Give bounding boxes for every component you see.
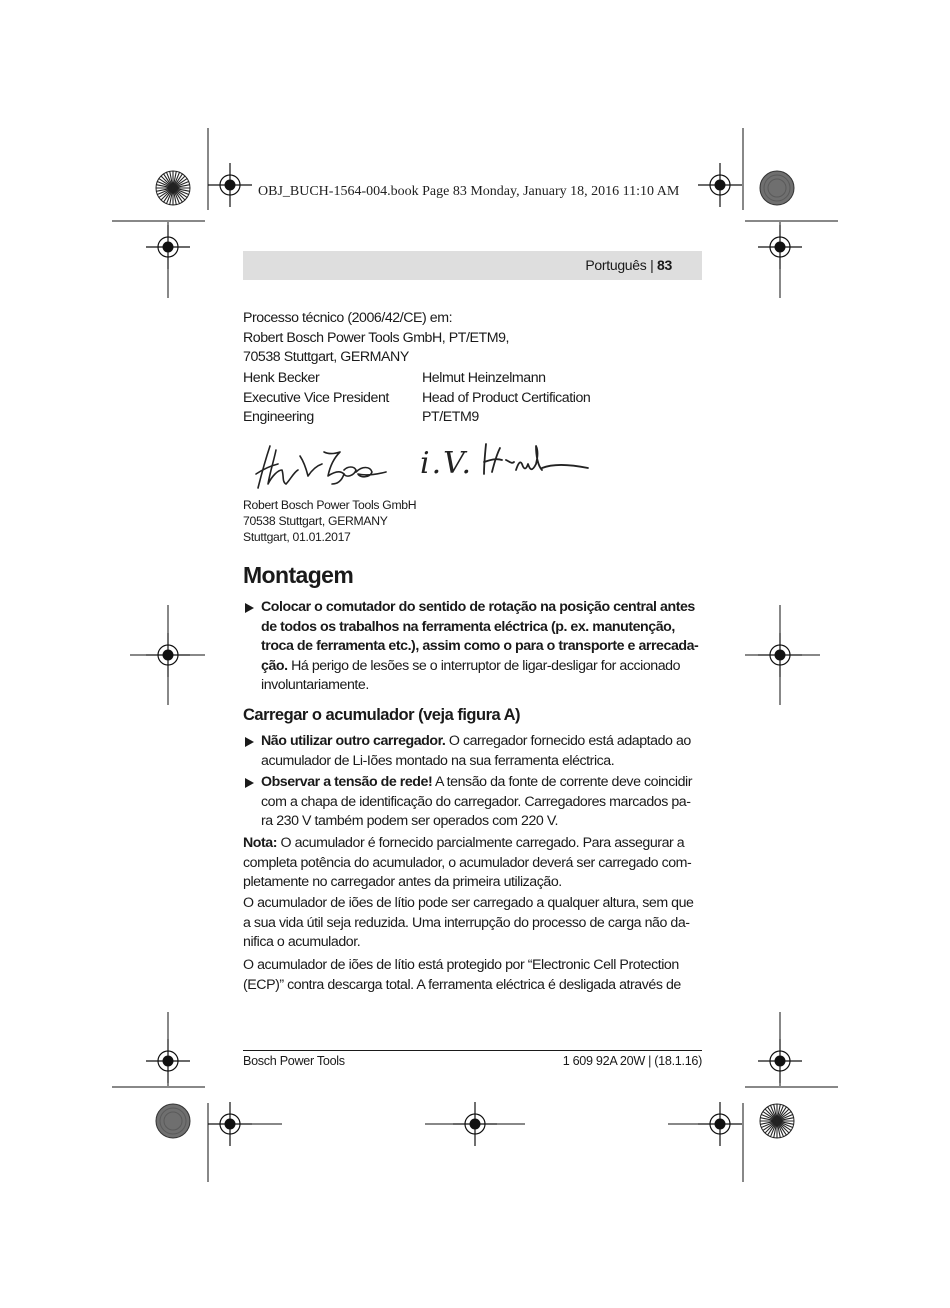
text-line: nifica o acumulador. [243,934,361,950]
text-line: (ECP)” contra descarga total. A ferramenta eléctrica é desligada através de [243,976,681,993]
section-title-montagem: Montagem [243,562,354,588]
bullet-triangle-icon [245,778,254,788]
bold-tail: ção. [261,657,288,674]
bold-line: Colocar o comutador do sentido de rotação na posição central antes [261,599,695,615]
note-paragraph [243,834,703,893]
bullet-text [261,598,703,696]
footer-rule [243,1050,702,1051]
text-line: a sua vida útil seja reduzida. Uma interrupção do processo de carga não da- [243,914,690,931]
header-separator: | [646,257,658,273]
address-line: Processo técnico (2006/42/CE) em: [243,310,453,326]
bold-lead: Observar a tensão de rede! [261,774,433,790]
text-line: O acumulador de iões de lítio está protegido por “Electronic Cell Protection [243,957,679,973]
signature-helmut-heinzelmann [478,440,593,480]
company-line: Robert Bosch Power Tools GmbH [243,498,417,512]
technical-file-address [243,309,509,368]
text-line: O acumulador de iões de lítio pode ser carregado a qualquer altura, sem que [243,895,694,911]
company-address [243,497,416,545]
page-header [243,251,702,280]
normal-tail: Há perigo de lesões se o interruptor de ligar-desligar for accionado [287,657,681,674]
book-trim-info: OBJ_BUCH-1564-004.book Page 83 Monday, January 18, 2016 11:10 AM [258,184,680,199]
bullet-triangle-icon [245,603,254,613]
bullet-text [261,773,703,832]
company-line: Stuttgart, 01.01.2017 [243,530,351,544]
signatory-name: Henk Becker [243,370,320,386]
normal-line: involuntariamente. [261,677,369,693]
header-language-page [585,257,672,273]
signatory-right [422,369,590,428]
paragraph-ecp [243,956,703,995]
text-span: O carregador fornecido está adaptado ao [445,733,691,749]
bullet-triangle-icon [245,737,254,747]
subsection-title-carregar: Carregar o acumulador (veja figura A) [243,706,521,724]
signatory-left [243,369,389,428]
footer-doc-number: 1 609 92A 20W | (18.1.16) [562,1054,702,1068]
signature-prefix: i.V. [420,446,474,481]
warning-bullet-charger [243,732,703,771]
footer-brand: Bosch Power Tools [243,1054,345,1068]
signature-henk-becker [248,436,388,494]
warning-bullet-rotation-switch [243,598,703,696]
signatory-title: Head of Product Certification [422,389,591,406]
paragraph-charging-anytime [243,894,703,953]
company-line: 70538 Stuttgart, GERMANY [243,514,388,528]
text-line: com a chapa de identificação do carregador. Carregadores marcados pa- [261,793,691,810]
header-language: Português [585,257,647,273]
text-span: A tensão da fonte de corrente deve coincidir [432,774,692,790]
text-line: ra 230 V também podem ser operados com 220 V. [261,813,559,829]
signatory-title: PT/ETM9 [422,409,479,425]
text-line: pletamente no carregador antes da primeira utilização. [243,874,562,890]
bold-line: de todos os trabalhos na ferramenta eléctrica (p. ex. manutenção, [261,618,675,635]
signatory-title: Executive Vice President [243,389,389,406]
page-number: 83 [657,257,672,273]
address-line: 70538 Stuttgart, GERMANY [243,349,409,365]
warning-bullet-voltage [243,773,703,832]
bullet-text [261,732,703,771]
bold-line: troca de ferramenta etc.), assim como o para o transporte e arrecada- [261,638,699,654]
text-line: completa potência do acumulador, o acumulador deverá ser carregado com- [243,854,692,871]
text-span: O acumulador é fornecido parcialmente carregado. Para assegurar a [277,835,685,851]
address-line: Robert Bosch Power Tools GmbH, PT/ETM9, [243,329,510,346]
text-line: acumulador de Li-Iões montado na sua ferramenta eléctrica. [261,752,615,769]
bold-lead: Não utilizar outro carregador. [261,733,446,749]
signatory-title: Engineering [243,409,314,425]
signatory-name: Helmut Heinzelmann [422,370,546,386]
note-label: Nota: [243,835,278,851]
